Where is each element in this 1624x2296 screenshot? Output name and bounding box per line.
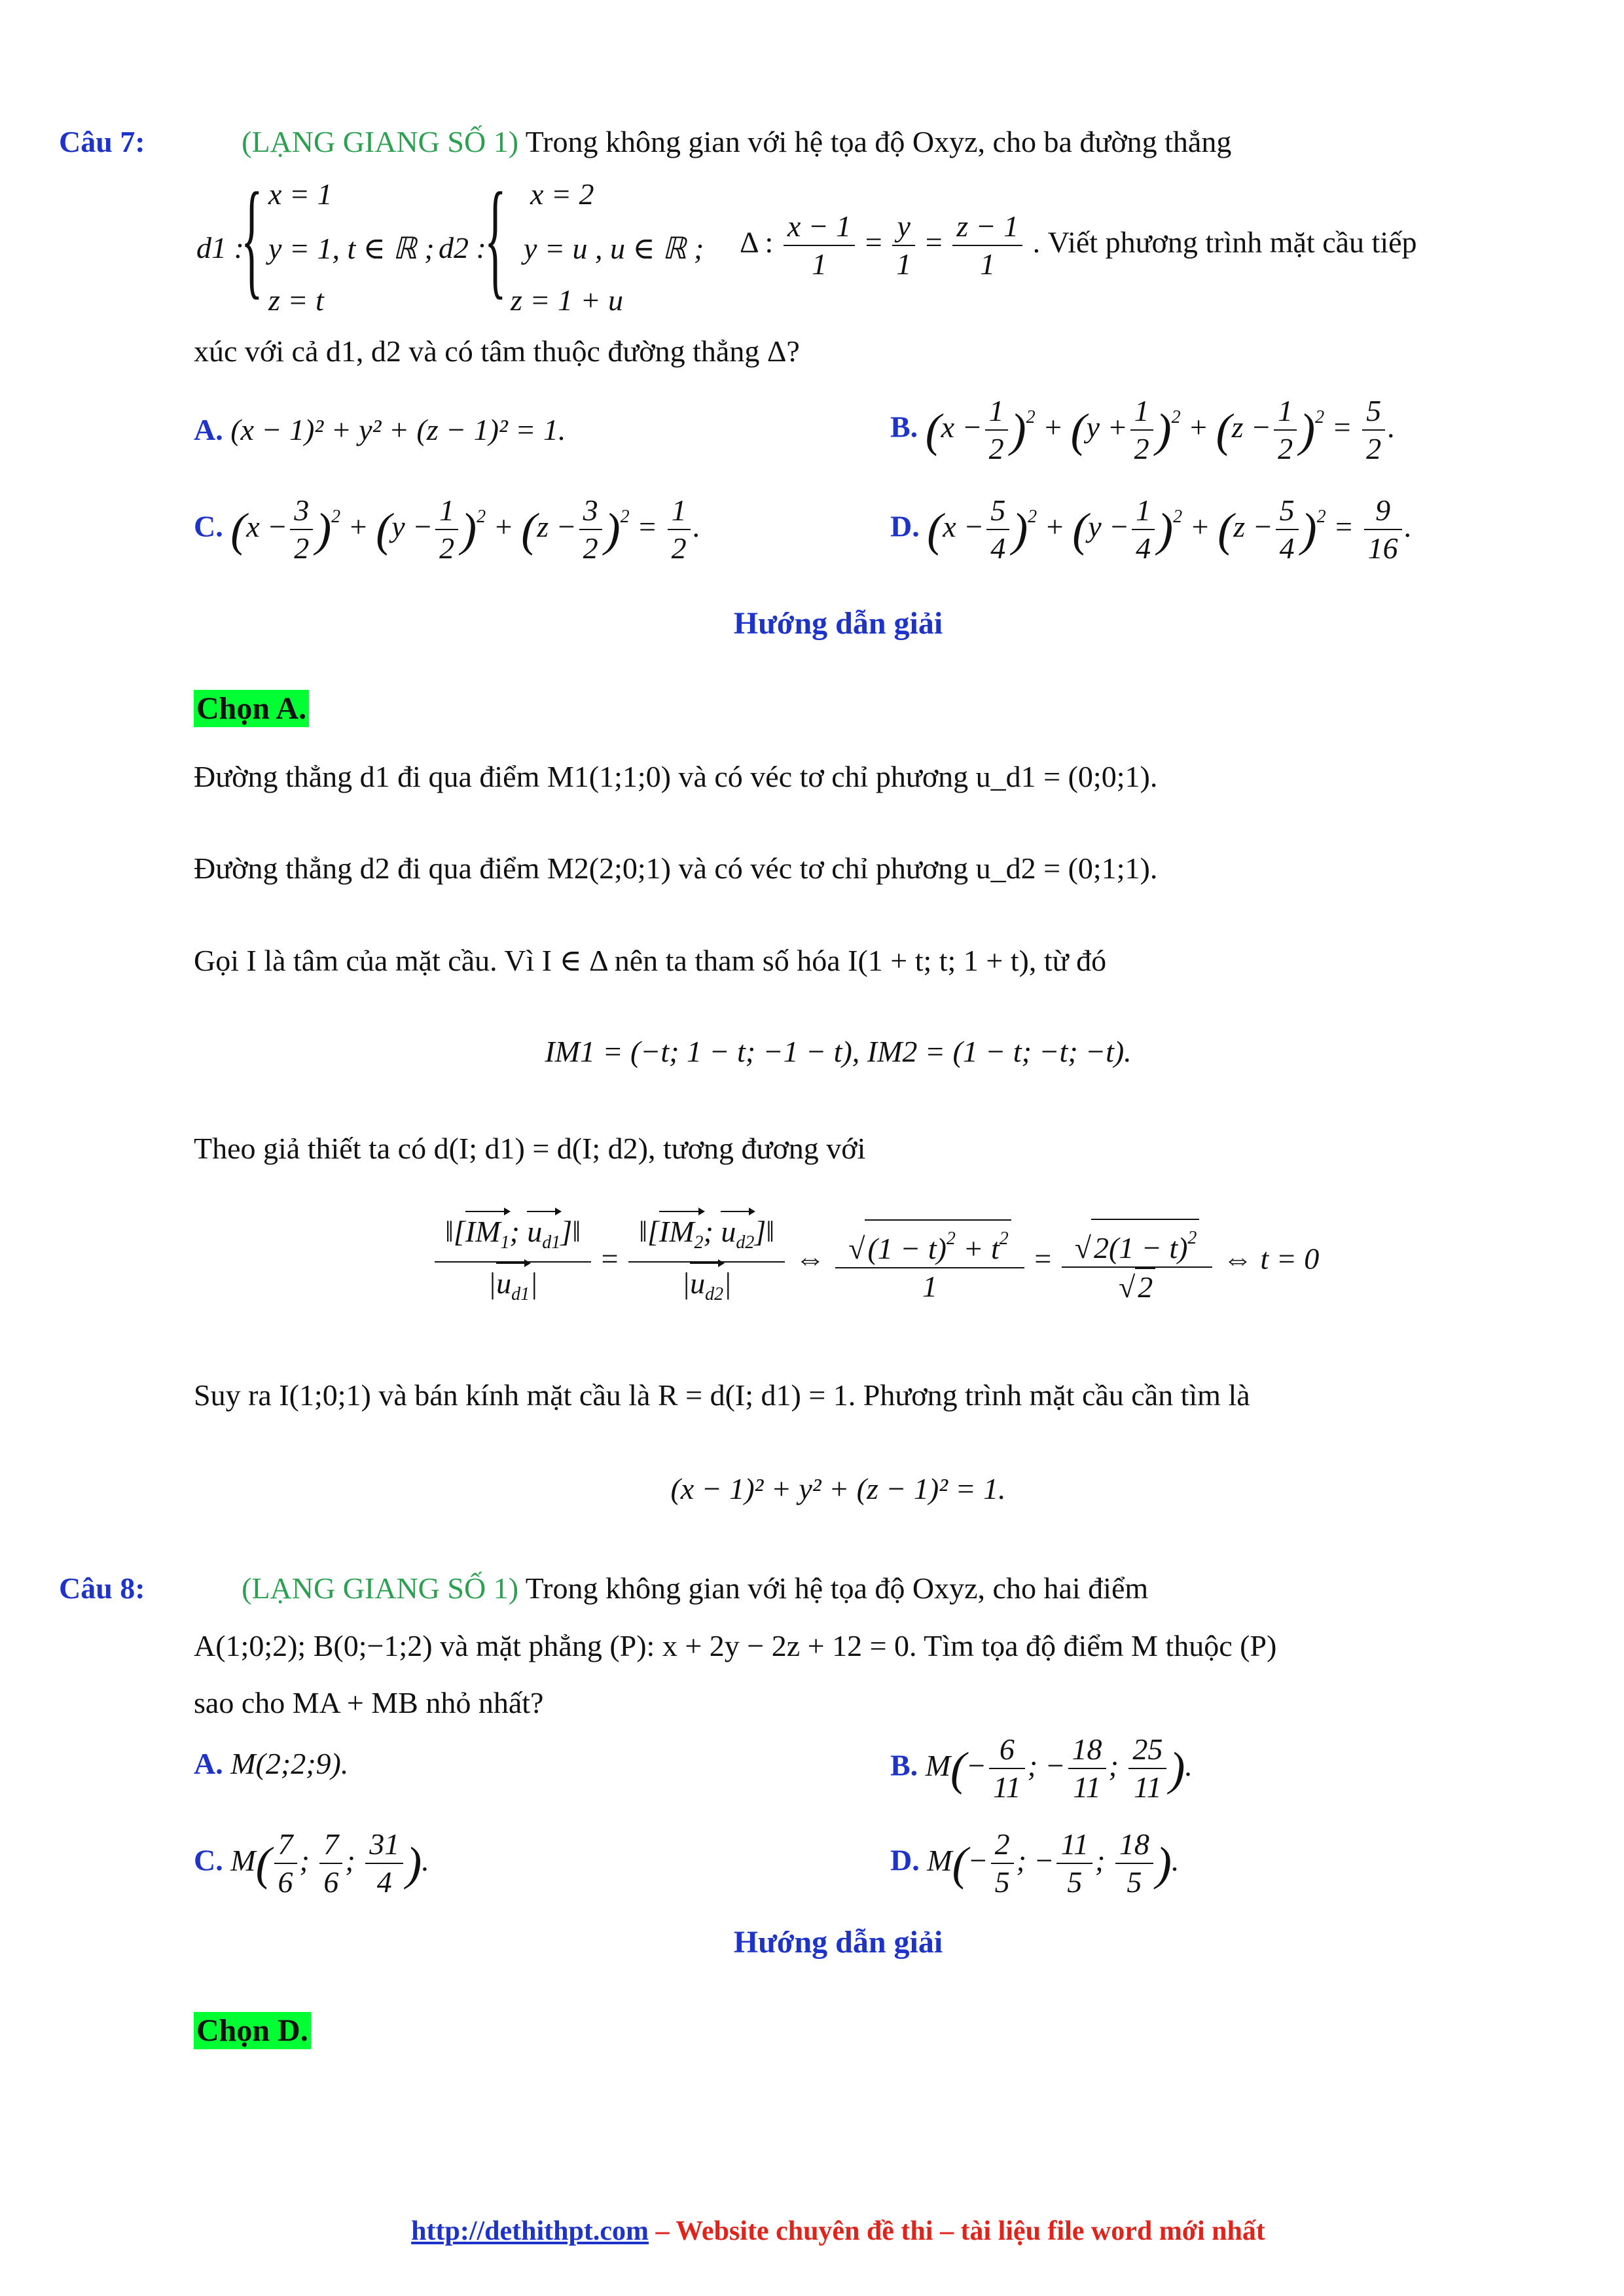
q7-choose-badge: Chọn A.	[194, 690, 309, 727]
q7-option-c-label: C.	[194, 509, 223, 543]
q7-delta-suffix: . Viết phương trình mặt cầu tiếp	[1032, 225, 1417, 259]
q7-option-d[interactable]	[890, 492, 1412, 567]
q7-option-b-label: B.	[890, 410, 918, 444]
q7-eq-frac-2: $\frac{‖[IM_2; u_{d2}]‖}{|u_{d2}|}$	[628, 1211, 785, 1313]
q7-option-a[interactable]	[194, 412, 566, 447]
q8-label: Câu 8:	[59, 1571, 145, 1605]
q7-eq-frac-4: $\frac{√2(1 - t)^2}{√2}$	[1062, 1219, 1213, 1306]
q7-option-a-label: A.	[194, 413, 223, 446]
q7-guide-title: Hướng dẫn giải	[733, 606, 943, 641]
q7-sol-7: Suy ra I(1;0;1) và bán kính mặt cầu là R = d(I; d1) = 1. Phương trình mặt cầu cần tìm là	[194, 1378, 1250, 1412]
footer-link[interactable]: http://dethithpt.com	[411, 2216, 649, 2246]
q7-d1-brace: {	[241, 166, 263, 311]
footer-text: – Website chuyên đề thi – tài liệu file word mới nhất	[649, 2216, 1265, 2246]
q7-d1-name: d1 :	[196, 231, 244, 264]
q7-option-b[interactable]	[890, 393, 1396, 467]
q7-distance-equation: $\frac{‖[IM_1; u_{d1}]‖}{|u_{d1}|}$ = $\frac{‖[IM_2; u_{d2}]‖}{|u_{d2}|}$ ⇔ $\frac{√(1 - t)^2 + t^2}{1}$ = $\frac{√2(1 - t)^2}{√2}$ ⇔ t = 0	[432, 1211, 1319, 1313]
q7-eq-frac-3: $\frac{√(1 - t)^2 + t^2}{1}$	[835, 1219, 1024, 1305]
q8-option-b-label: B.	[890, 1748, 918, 1782]
q7-delta-frac-y: $\frac{y}{1}$	[892, 208, 915, 283]
q7-d1-row2: y = 1, t ∈ ℝ ;	[268, 232, 435, 265]
page-footer	[26, 2215, 1624, 2247]
q7-sol-2: Đường thẳng d2 đi qua điểm M2(2;0;1) và có véc tơ chỉ phương u_d2 = (0;1;1).	[194, 852, 1158, 885]
q8-option-d[interactable]	[890, 1826, 1179, 1901]
q7-d2-row2: y = u , u ∈ ℝ ;	[524, 232, 704, 265]
q8-option-a-text: M(2;2;9).	[230, 1747, 349, 1780]
q8-choose-badge: Chọn D.	[194, 2012, 311, 2049]
q7-eq-frac-1: $\frac{‖[IM_1; u_{d1}]‖}{|u_{d1}|}$	[435, 1211, 591, 1313]
q7-sol-3: Gọi I là tâm của mặt cầu. Vì I ∈ Δ nên ta tham số hóa I(1 + t; t; 1 + t), từ đó	[194, 944, 1107, 977]
q8-stem-2: A(1;0;2); B(0;−1;2) và mặt phẳng (P): x + 2y − 2z + 12 = 0. Tìm tọa độ điểm M thuộc (P)	[194, 1629, 1277, 1662]
q7-d2-name: d2 :	[439, 231, 486, 264]
q7-sol-4: IM1 = (−t; 1 − t; −1 − t), IM2 = (1 − t; −t; −t).	[545, 1035, 1132, 1068]
q7-delta-frac-x: $\frac{x - 1}{1}$	[784, 208, 855, 283]
q7-option-c-text: (x − $\frac{3}{2}$ )$^2$ + (y − $\frac{1}{2}$ )$^2$ + (z − $\frac{3}{2}$ )$^2$ = $\frac{1}{2}$ .	[230, 493, 701, 565]
q7-option-c[interactable]	[194, 492, 700, 567]
q7-option-d-text: (x − $\frac{5}{4}$ )$^2$ + (y − $\frac{1}{4}$ )$^2$ + (z − $\frac{5}{4}$ )$^2$ = $\frac{9}{16}$ .	[927, 493, 1413, 565]
q8-stem-3: sao cho MA + MB nhỏ nhất?	[194, 1686, 544, 1719]
q8-option-d-text: M(− $\frac{2}{5}$ ; − $\frac{11}{5}$ ; $\frac{18}{5}$ ).	[927, 1827, 1180, 1899]
q8-option-b-text: M(− $\frac{6}{11}$ ; − $\frac{18}{11}$ ; $\frac{25}{11}$ ).	[925, 1732, 1193, 1804]
q8-stem-1: Trong không gian với hệ tọa độ Oxyz, cho hai điểm	[525, 1571, 1149, 1605]
q7-delta-prefix: Δ :	[740, 225, 774, 259]
q7-source: (LẠNG GIANG SỐ 1)	[242, 125, 519, 158]
q7-option-a-text: (x − 1)² + y² + (z − 1)² = 1.	[230, 413, 566, 446]
q7-option-d-label: D.	[890, 509, 920, 543]
q7-d2-row3: z = 1 + u	[511, 283, 623, 317]
q7-d1-row1: x = 1	[268, 177, 333, 211]
q7-sol-1: Đường thẳng d1 đi qua điểm M1(1;1;0) và có véc tơ chỉ phương u_d1 = (0;0;1).	[194, 760, 1158, 793]
q7-d2-row1: x = 2	[530, 177, 594, 211]
q7-d1-row3: z = t	[268, 283, 324, 317]
q8-option-d-label: D.	[890, 1843, 920, 1877]
q7-option-b-text: (x − $\frac{1}{2}$ )$^2$ + (y + $\frac{1}{2}$ )$^2$ + (z − $\frac{1}{2}$ )$^2$ = $\frac{5}{2}$ .	[925, 394, 1396, 465]
q8-option-c[interactable]	[194, 1826, 429, 1901]
q7-header-line	[59, 124, 1231, 159]
q8-header-line	[59, 1571, 1148, 1605]
q7-sol-5: Theo giả thiết ta có d(I; d1) = d(I; d2), tương đương với	[194, 1132, 866, 1165]
q7-choose	[194, 691, 309, 726]
q8-option-b[interactable]	[890, 1731, 1193, 1806]
q8-option-a[interactable]	[194, 1746, 348, 1781]
q7-d2-brace: {	[484, 166, 507, 311]
q7-sol-8: (x − 1)² + y² + (z − 1)² = 1.	[670, 1472, 1006, 1505]
q8-option-c-label: C.	[194, 1843, 223, 1877]
q7-stem-1: Trong không gian với hệ tọa độ Oxyz, cho ba đường thẳng	[525, 125, 1232, 158]
q7-eq-result: ⇔ t = 0	[1222, 1242, 1320, 1276]
q8-guide-title: Hướng dẫn giải	[733, 1925, 943, 1960]
q7-delta-line: Δ : $\frac{x - 1}{1}$ = $\frac{y}{1}$ = $\frac{z - 1}{1}$ . Viết phương trình mặt cầu tiếp	[740, 208, 1417, 283]
q7-delta-frac-z: $\frac{z - 1}{1}$	[952, 208, 1022, 283]
q8-choose	[194, 2013, 311, 2049]
q8-option-a-label: A.	[194, 1747, 223, 1780]
q8-option-c-text: M( $\frac{7}{6}$ ; $\frac{7}{6}$ ; $\frac{31}{4}$ ).	[230, 1827, 429, 1899]
q7-label: Câu 7:	[59, 125, 145, 158]
q7-stem-2: xúc với cả d1, d2 và có tâm thuộc đường thẳng Δ?	[194, 334, 800, 368]
q8-source: (LẠNG GIANG SỐ 1)	[242, 1571, 519, 1605]
